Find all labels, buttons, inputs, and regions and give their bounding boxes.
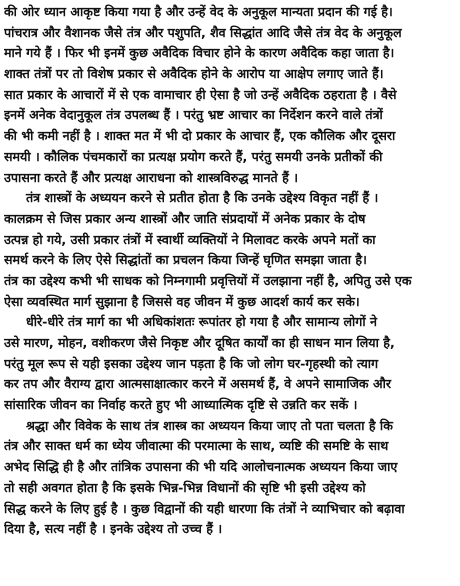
paragraph-2 bbox=[4, 188, 456, 312]
paragraph-3 bbox=[4, 312, 456, 415]
text-line: की ओर ध्यान आकृष्ट किया गया है और उन्हें वेद के अनुकूल मान्यता प्रदान की गई है। bbox=[4, 4, 393, 19]
text-line: दिया है, सत्य नहीं है । इनके उद्देश्य तो उच्च हैं । bbox=[4, 521, 223, 537]
text-line: सिद्ध करने के लिए हुई है । कुछ विद्वानों की यही धारणा कि तंत्रों ने व्याभिचार को बढ़ावा bbox=[4, 500, 405, 516]
text-line: श्रद्धा और विवेक के साथ तंत्र शास्त्र का अध्ययन किया जाए तो पता चलता है कि bbox=[26, 417, 393, 433]
text-line: सांसारिक जीवन का निर्वाह करते हुए भी आध्यात्मिक दृष्टि से उन्नति कर सकें । bbox=[4, 397, 358, 413]
text-line: की भी कमी नहीं है । शाक्त मत में भी दो प्रकार के आचार हैं, एक कौलिक और दूसरा bbox=[4, 128, 396, 144]
text-line: कालक्रम से जिस प्रकार अन्य शास्त्रों और जाति संप्रदायों में अनेक प्रकार के दोष bbox=[4, 210, 366, 226]
text-line: तंत्र और साक्त धर्म का ध्येय जीवात्मा की परमात्मा के साथ, व्यष्टि की समष्टि के साथ bbox=[4, 438, 389, 454]
text-line: अभेद सिद्धि ही है और तांत्रिक उपासना की भी यदि आलोचनात्मक अध्ययन किया जाए bbox=[4, 459, 398, 475]
text-line: समर्थ करने के लिए ऐसे सिद्धांतों का प्रचलन किया जिन्हें घृणित समझा जाता है। bbox=[4, 252, 367, 268]
text-line: पांचरात्र और वैशानक जैसे तंत्र और पशुपति, शैव सिद्धांत आदि जैसे तंत्र वेद के अनुकूल bbox=[4, 24, 402, 40]
text-line: इनमें अनेक वेदानुकूल तंत्र उपलब्ध हैं । परंतु भ्रष्ट आचार का निर्देशन करने वाले तंत्रों bbox=[4, 107, 383, 123]
text-line: सात प्रकार के आचारों में से एक वामाचार ही ऐसा है जो उन्हें अवैदिक ठहराता है । वैसे bbox=[4, 86, 397, 102]
text-line: समयी । कौलिक पंचमकारों का प्रत्यक्ष प्रयोग करते हैं, परंतु समयी उनके प्रतीकों की bbox=[4, 148, 383, 164]
text-line: तो सही अवगत होता है कि इसके भिन्न-भिन्न विधानों की सृष्टि भी इसी उद्देश्य को bbox=[4, 479, 366, 495]
text-line: ऐसा व्यवस्थित मार्ग सुझाना है जिससे वह जीवन में कुछ आदर्श कार्य कर सके। bbox=[4, 293, 360, 309]
text-line: उत्पन्न हो गये, उसी प्रकार तंत्रों में स्वार्थी व्यक्तियों ने मिलावट करके अपने मतों का bbox=[4, 231, 376, 247]
paragraph-1 bbox=[4, 2, 456, 188]
text-line: शाक्त तंत्रों पर तो विशेष प्रकार से अवैदिक होने के आरोप या आक्षेप लगाए जाते हैं। bbox=[4, 66, 384, 82]
text-line: तंत्र का उद्देश्य कभी भी साधक को निम्नगामी प्रवृत्तियों में उलझाना नहीं है, अपितु उसे एक bbox=[4, 272, 412, 288]
text-line: तंत्र शास्त्रों के अध्ययन करने से प्रतीत होता है कि उनके उद्देश्य विकृत नहीं हैं । bbox=[26, 190, 379, 206]
text-line: उपासना करते हैं और प्रत्यक्ष आराधना को शास्त्रविरुद्ध मानते हैं । bbox=[4, 169, 298, 185]
paragraph-4 bbox=[4, 416, 456, 540]
text-line: कर तप और वैराग्य द्वारा आत्मसाक्षात्कार करने में असमर्थ हैं, वे अपने सामाजिक और bbox=[4, 376, 392, 392]
text-line: माने गये हैं । फिर भी इनमें कुछ अवैदिक विचार होने के कारण अवैदिक कहा जाता है। bbox=[4, 45, 395, 61]
text-line: धीरे-धीरे तंत्र मार्ग का भी अधिकांशतः रूपांतर हो गया है और सामान्य लोगों ने bbox=[26, 314, 378, 330]
text-line: परंतु मूल रूप से यही इसका उद्देश्य जान पड़ता है कि जो लोग घर-गृहस्थी को त्याग bbox=[4, 355, 379, 371]
text-line: उसे मारण, मोहन, वशीकरण जैसे निकृष्ट और दूषित कार्यों का ही साधन मान लिया है, bbox=[4, 335, 395, 350]
